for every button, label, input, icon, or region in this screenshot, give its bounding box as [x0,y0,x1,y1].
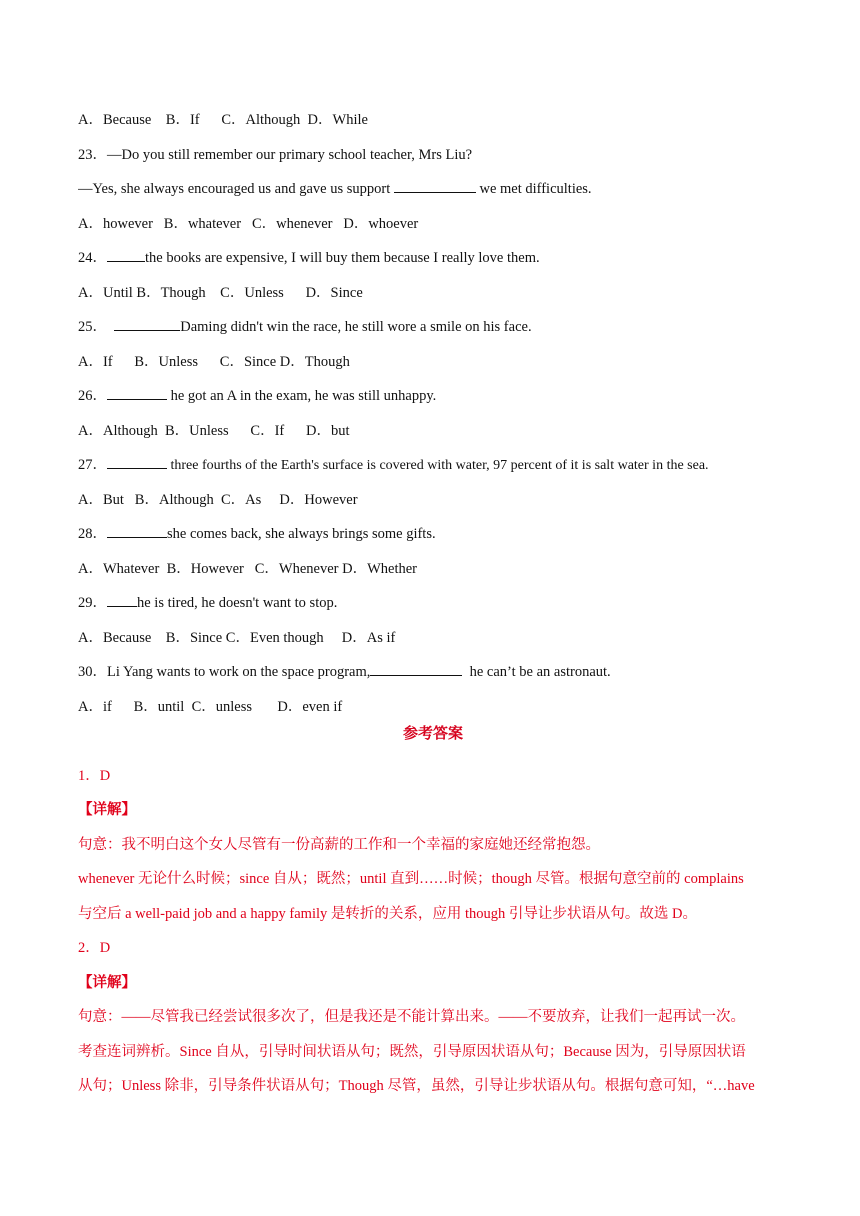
q23-line-pre: —Yes, she always encouraged us and gave us support [78,181,394,197]
q28-options: A．Whatever B．However C．Whenever D．Whether [78,560,418,577]
q24-number: 24． [78,250,107,266]
answer-2-explain-line2: 从句；Unless 除非，引导条件状语从句；Though 尽管，虽然，引导让步状语从句。根据句意可知，“…have [78,1078,755,1094]
q29-question [78,591,788,626]
q30-question [78,660,788,695]
exercise-page [78,108,788,1109]
q26-options: A．Although B．Unless C．If D．but [78,422,350,439]
q25-blank[interactable] [114,318,180,331]
q23-options: A．however B．whatever C．whenever D．whoever [78,215,419,232]
q29-text: he is tired, he doesn't want to stop. [137,595,338,611]
answer-1-detail-tag: 【详解】 [78,802,136,818]
q24-text: the books are expensive, I will buy them because I really love them. [145,250,540,266]
q26-blank[interactable] [107,387,167,400]
q25-text: Daming didn't win the race, he still wore a smile on his face. [180,319,532,335]
answer-2-number: 2．D [78,940,111,956]
q25-question [78,315,788,350]
q28-text: she comes back, she always brings some gifts. [167,526,436,542]
answer-section-title: 参考答案 [402,726,463,742]
q28-question [78,522,788,557]
q26-question [78,384,788,419]
q27-text: three fourths of the Earth's surface is covered with water, 97 percent of it is salt water in the sea. [167,458,709,473]
q30-blank[interactable] [370,663,462,676]
q23-question: 23．—Do you still remember our primary school teacher, Mrs Liu? [78,146,473,163]
q27-options: A．But B．Although C．As D．However [78,491,358,508]
q29-options: A．Because B．Since C．Even though D．As if [78,629,396,646]
q27-number: 27． [78,457,107,473]
q25-number: 25． [78,319,115,335]
q23-blank[interactable] [394,180,476,193]
q28-number: 28． [78,526,107,542]
q28-blank[interactable] [107,525,167,538]
q27-question [78,453,788,488]
q23-line-post: we met difficulties. [475,181,592,197]
q24-blank[interactable] [107,249,145,262]
q24-question [78,246,788,281]
answer-2-explain-line1: 考查连词辨析。Since 自从，引导时间状语从句；既然，引导原因状语从句；Because 因为，引导原因状语 [78,1043,746,1060]
q23-answer-line [78,177,788,212]
answer-2-meaning: 句意：——尽管我已经尝试很多次了，但是我还是不能计算出来。——不要放弃，让我们一起再试一次。 [78,1009,745,1025]
q25-options: A．If B．Unless C．Since D．Though [78,353,350,370]
q22-options: A．Because B．If C．Although D．While [78,112,368,128]
answer-1-explain-line1: whenever 无论什么时候；since 自从；既然；until 直到……时候；though 尽管。根据句意空前的 complains [78,871,744,887]
q29-blank[interactable] [107,594,137,607]
q30-text-pre: 30．Li Yang wants to work on the space program, [78,664,371,680]
q30-text-post: he can’t be an astronaut. [462,664,611,680]
q29-number: 29． [78,595,107,611]
q30-options: A．if B．until C．unless D．even if [78,698,343,715]
q24-options: A．Until B．Though C．Unless D．Since [78,284,363,301]
q27-blank[interactable] [107,456,167,469]
answer-1-number: 1．D [78,767,111,784]
answer-1-meaning: 句意：我不明白这个女人尽管有一份高薪的工作和一个幸福的家庭她还经常抱怨。 [78,836,600,853]
q26-text: he got an A in the exam, he was still unhappy. [167,388,437,404]
answer-1-explain-line2: 与空后 a well-paid job and a happy family 是转折的关系，应用 though 引导让步状语从句。故选 D。 [78,905,698,922]
q26-number: 26． [78,388,107,404]
answer-2-detail-tag: 【详解】 [78,974,136,991]
